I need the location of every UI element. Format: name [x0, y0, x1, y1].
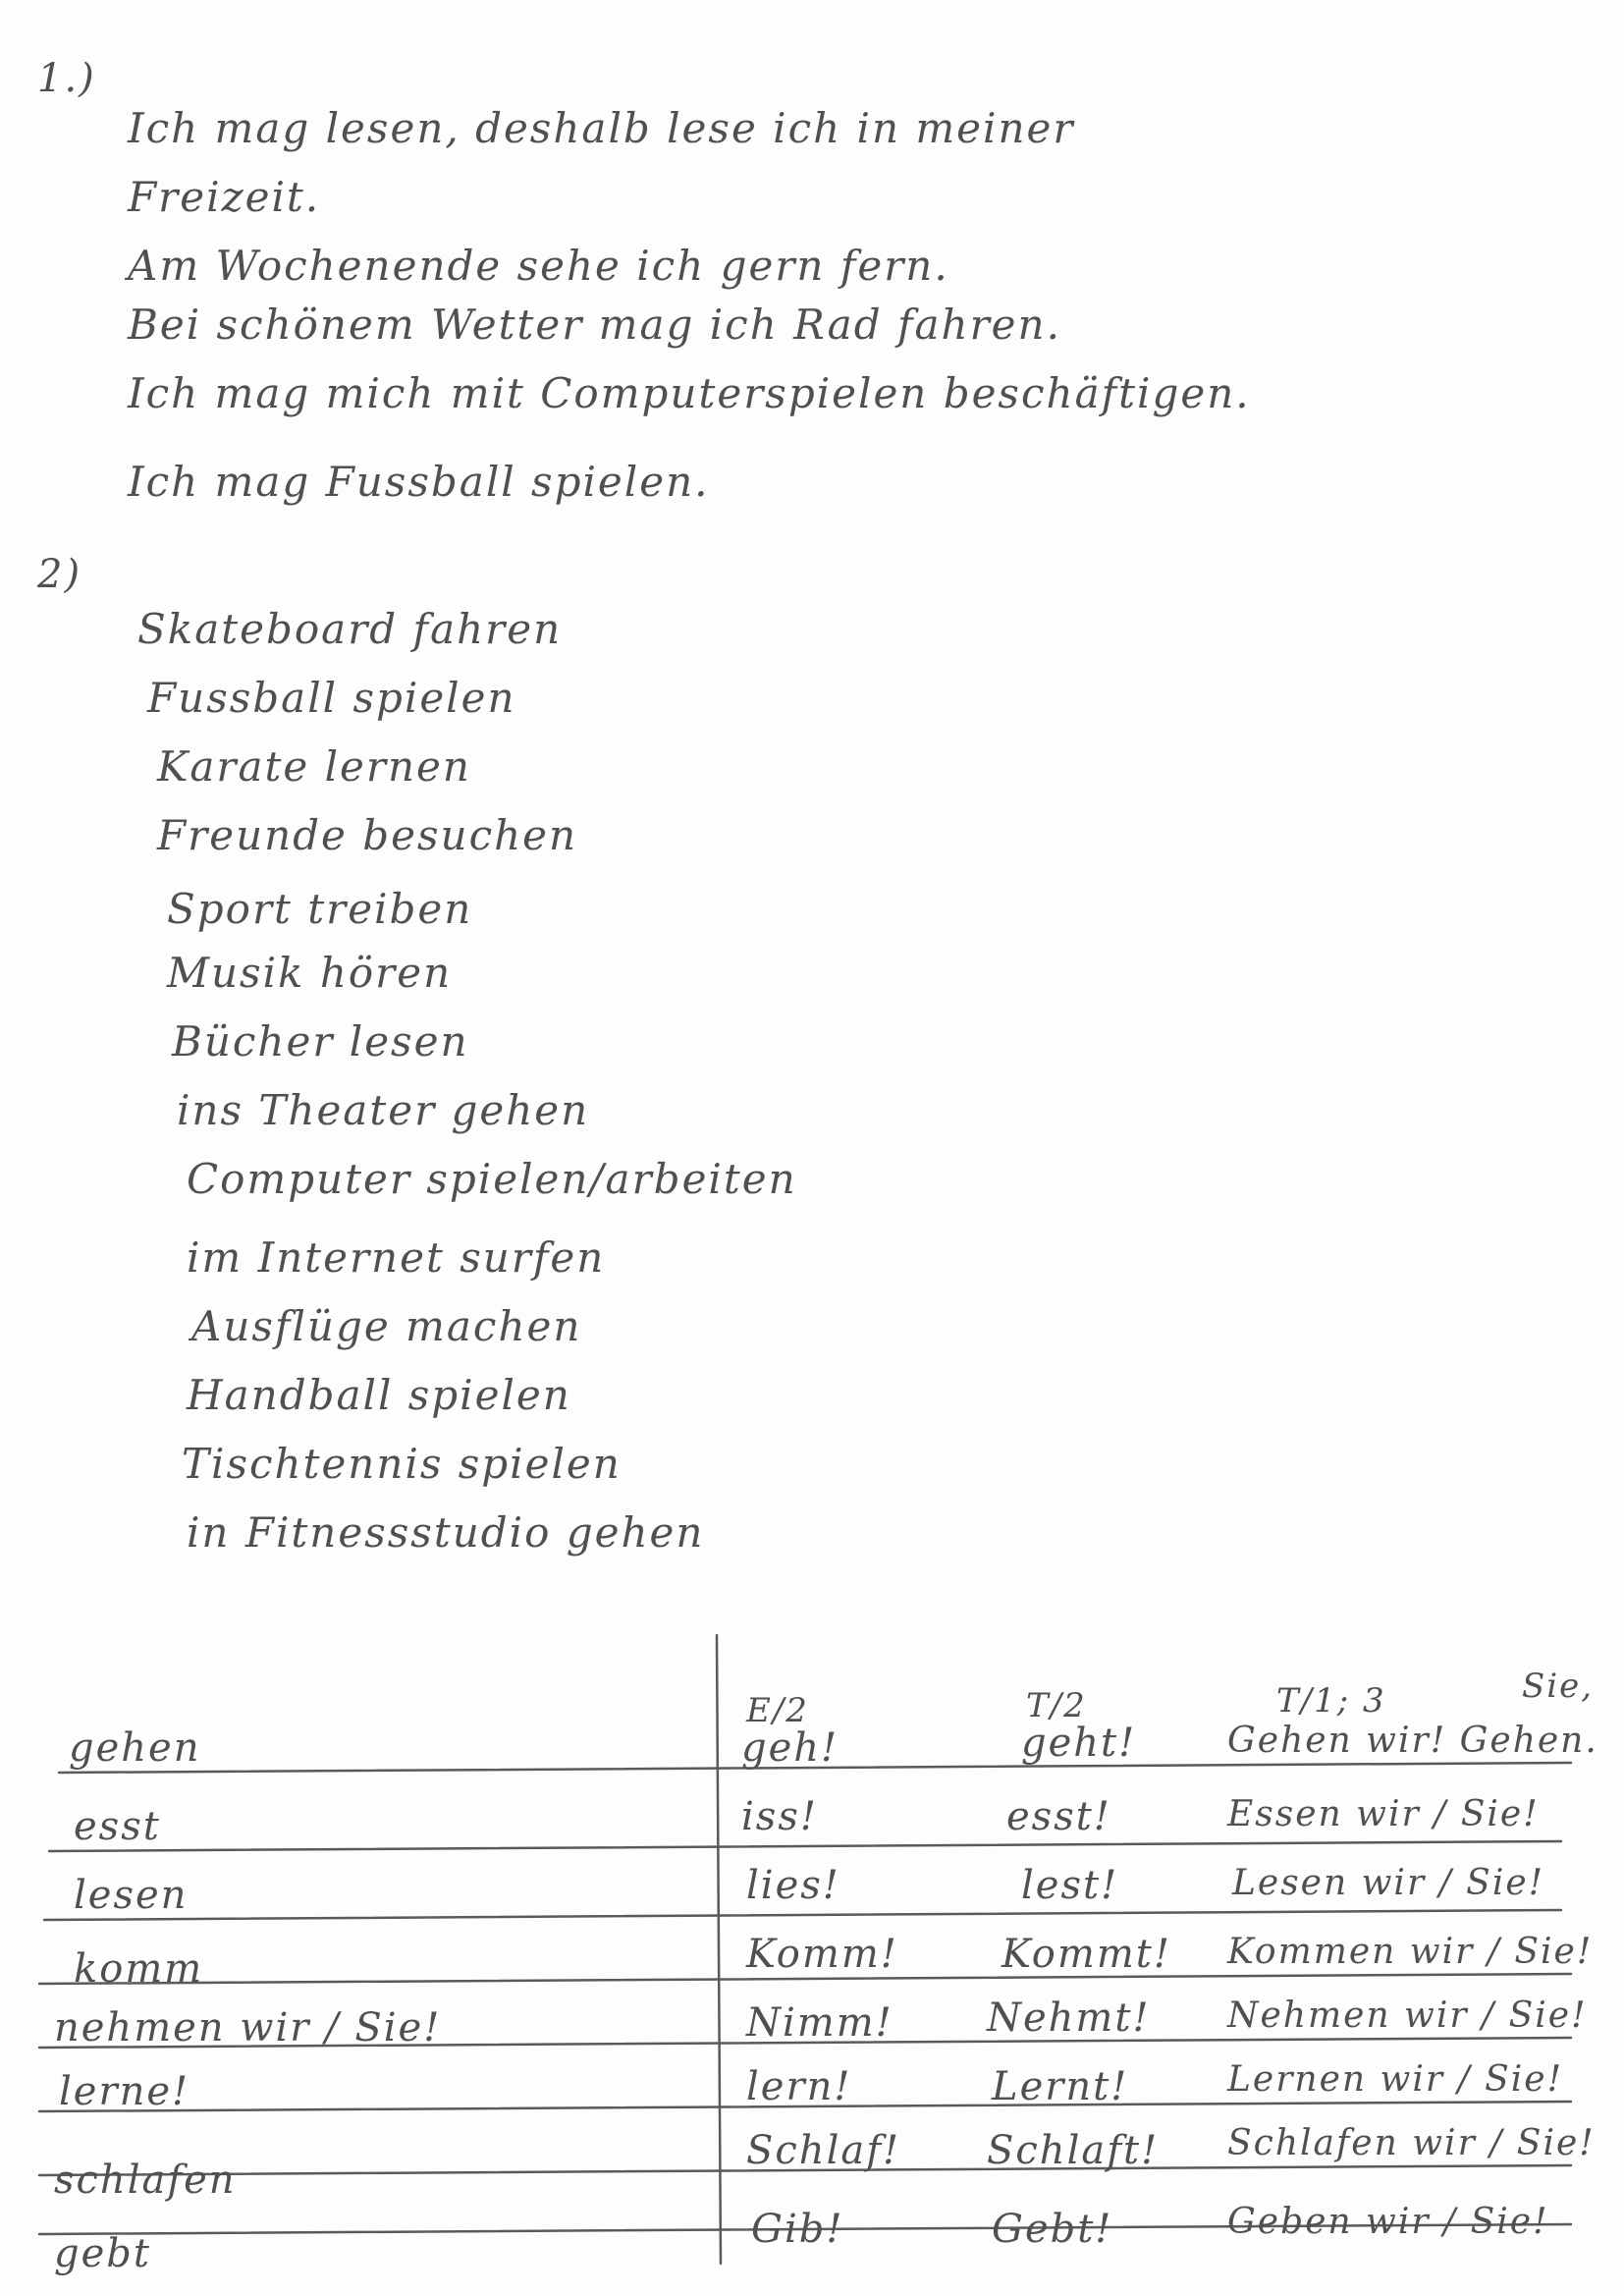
table-cell: Gehen wir! Gehen.	[1227, 1721, 1598, 1761]
table-cell: lies!	[746, 1863, 840, 1908]
table-cell: Schlafen wir / Sie!	[1227, 2123, 1596, 2163]
table-cell: lest!	[1021, 1863, 1119, 1908]
activity-item: Computer spielen/arbeiten	[187, 1155, 797, 1203]
section-1-line: Ich mag lesen, deshalb lese ich in meiner	[128, 104, 1075, 152]
table-cell: Kommt!	[1001, 1932, 1171, 1977]
activity-item: Bücher lesen	[172, 1017, 469, 1066]
section-1-line: Ich mag Fussball spielen.	[128, 458, 710, 506]
table-cell: Nehmt!	[987, 1995, 1151, 2041]
activity-item: Tischtennis spielen	[182, 1440, 622, 1488]
activity-item: im Internet surfen	[187, 1233, 606, 1282]
activity-item: Handball spielen	[187, 1371, 571, 1419]
table-row-label: schlafen	[54, 2158, 237, 2203]
table-row-label: nehmen wir / Sie!	[54, 2005, 442, 2050]
activity-item: Fussball spielen	[147, 674, 516, 722]
table-cell: Nehmen wir / Sie!	[1227, 1995, 1588, 2036]
section-1-line: Bei schönem Wetter mag ich Rad fahren.	[128, 301, 1061, 349]
table-cell: Komm!	[746, 1932, 898, 1977]
table-header: Sie,	[1522, 1667, 1595, 1706]
activity-item: in Fitnessstudio gehen	[187, 1508, 705, 1557]
table-row-label: lerne!	[59, 2069, 190, 2114]
section-1-line: Ich mag mich mit Computerspielen beschäftigen.	[128, 369, 1251, 417]
table-cell: iss!	[741, 1794, 818, 1839]
table-row-label: komm	[74, 1946, 204, 1992]
activity-item: Sport treiben	[167, 885, 473, 933]
table-cell: Nimm!	[746, 2000, 893, 2046]
section-1-number: 1.)	[37, 56, 96, 101]
section-2-number: 2)	[37, 552, 82, 597]
table-row-label: gebt	[54, 2231, 151, 2276]
activity-item: Ausflüge machen	[191, 1302, 582, 1350]
activity-item: Karate lernen	[157, 742, 471, 791]
table-cell: lern!	[746, 2064, 852, 2109]
table-row-label: esst	[74, 1804, 161, 1849]
table-cell: Gebt!	[992, 2207, 1113, 2252]
table-cell: Essen wir / Sie!	[1227, 1794, 1540, 1834]
table-cell: Lernt!	[992, 2064, 1129, 2109]
table-row-label: gehen	[69, 1725, 201, 1771]
section-1-line: Freizeit.	[128, 173, 321, 221]
table-cell: Geben wir / Sie!	[1227, 2202, 1549, 2242]
table-cell: geh!	[741, 1725, 839, 1771]
section-1-line: Am Wochenende sehe ich gern fern.	[128, 242, 949, 290]
activity-item: ins Theater gehen	[177, 1086, 590, 1134]
table-cell: geht!	[1021, 1721, 1137, 1766]
table-cell: Lesen wir / Sie!	[1232, 1863, 1545, 1903]
table-header: T/1; 3	[1276, 1681, 1386, 1721]
table-cell: Schlaf!	[746, 2128, 901, 2173]
table-cell: Schlaft!	[987, 2128, 1160, 2173]
table-cell: Lernen wir / Sie!	[1227, 2059, 1564, 2100]
table-cell: Kommen wir / Sie!	[1227, 1932, 1594, 1972]
table-row-label: lesen	[74, 1873, 189, 1918]
table-header: T/2	[1026, 1686, 1087, 1725]
table-cell: esst!	[1006, 1794, 1111, 1839]
table-cell: Gib!	[751, 2207, 844, 2252]
table-header: E/2	[746, 1691, 809, 1730]
activity-item: Freunde besuchen	[157, 811, 578, 859]
activity-item: Musik hören	[167, 949, 453, 997]
activity-item: Skateboard fahren	[137, 605, 563, 653]
